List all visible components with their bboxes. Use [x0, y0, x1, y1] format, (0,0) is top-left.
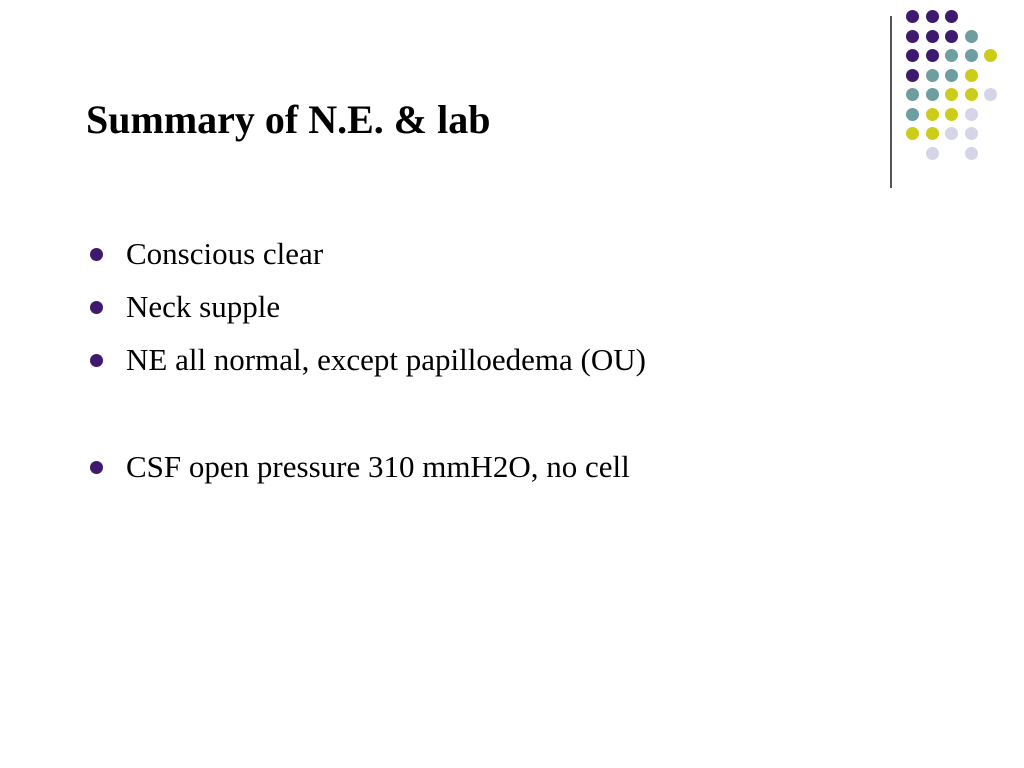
- decorative-dot: [945, 127, 958, 140]
- decorative-dot: [945, 49, 958, 62]
- bullet-dot-icon: [90, 354, 103, 367]
- decorative-dot: [906, 108, 919, 121]
- decorative-dot: [906, 49, 919, 62]
- bullet-dot-icon: [90, 248, 103, 261]
- bullet-text: Neck supple: [126, 289, 281, 324]
- bullet-text: CSF open pressure 310 mmH2O, no cell: [126, 449, 630, 484]
- slide-title: Summary of N.E. & lab: [86, 97, 491, 142]
- decorative-dot: [926, 10, 939, 23]
- decorative-dot: [945, 69, 958, 82]
- decorative-dot: [926, 88, 939, 101]
- decorative-dot: [945, 10, 958, 23]
- decorative-dot: [965, 30, 978, 43]
- decorative-dot: [945, 30, 958, 43]
- decorative-dot: [965, 127, 978, 140]
- title-divider: [890, 16, 892, 188]
- bullet-dot-icon: [90, 461, 103, 474]
- bullet-text: Conscious clear: [126, 236, 324, 271]
- bullet-text: NE all normal, except papilloedema (OU): [126, 342, 646, 377]
- decorative-dot: [984, 49, 997, 62]
- decorative-dot: [965, 88, 978, 101]
- decorative-dot: [926, 49, 939, 62]
- bullet-list: [90, 232, 646, 498]
- decorative-dot: [906, 10, 919, 23]
- decorative-dot: [906, 127, 919, 140]
- decorative-dot: [906, 30, 919, 43]
- decorative-dot: [965, 69, 978, 82]
- decorative-dot: [926, 147, 939, 160]
- bullet-dot-icon: [90, 301, 103, 314]
- decorative-dot: [926, 127, 939, 140]
- decorative-dot: [926, 69, 939, 82]
- decorative-dot: [926, 30, 939, 43]
- bullet-item: [90, 285, 646, 338]
- decorative-dot: [926, 108, 939, 121]
- bullet-item: [90, 232, 646, 285]
- decorative-dot: [906, 69, 919, 82]
- bullet-item: [90, 445, 646, 498]
- decorative-dot-grid: [906, 10, 1010, 162]
- bullet-item: [90, 338, 646, 391]
- decorative-dot: [965, 147, 978, 160]
- decorative-dot: [984, 88, 997, 101]
- decorative-dot: [945, 108, 958, 121]
- decorative-dot: [945, 88, 958, 101]
- decorative-dot: [906, 88, 919, 101]
- decorative-dot: [965, 108, 978, 121]
- decorative-dot: [965, 49, 978, 62]
